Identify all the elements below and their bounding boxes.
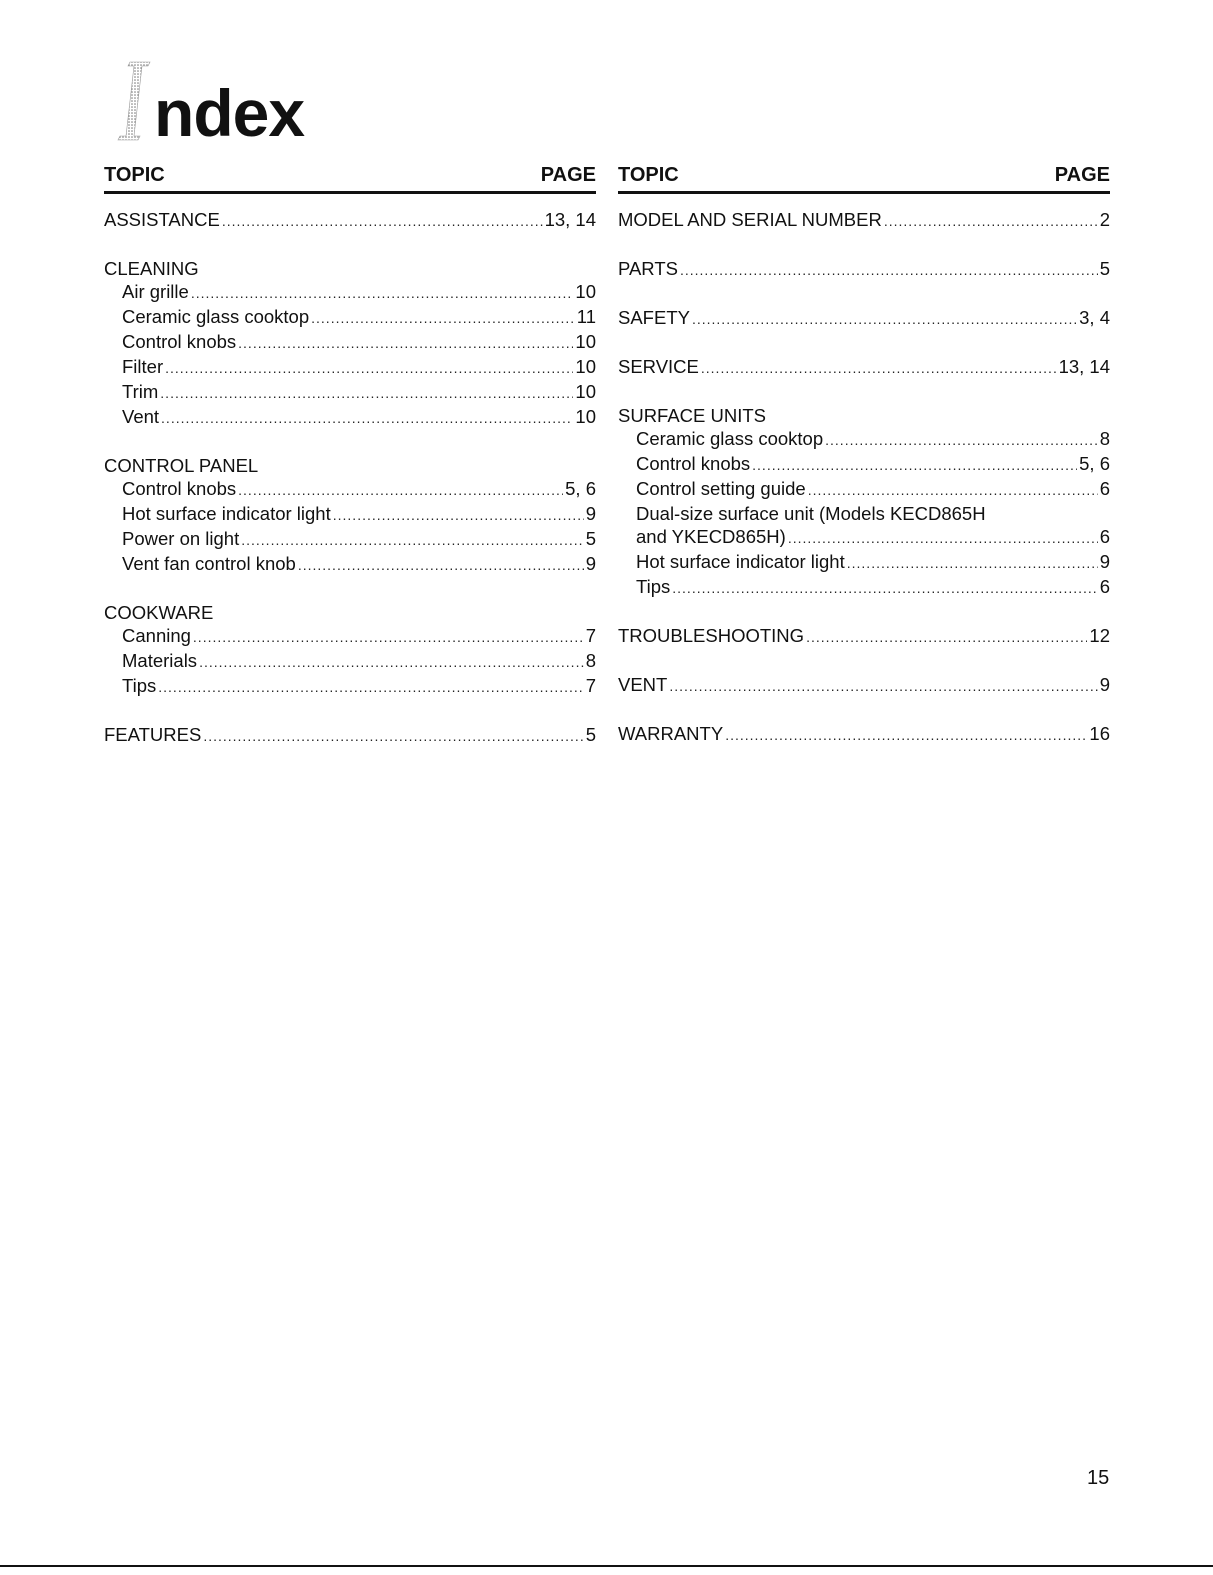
index-column-right xyxy=(618,163,1110,747)
index-subentry: Dual-size surface unit (Models KECD865H xyxy=(636,503,986,524)
index-subentry: Materials ..... 8 xyxy=(104,649,596,674)
dot-leader xyxy=(692,308,1077,331)
index-heading-cleaning: CLEANING xyxy=(104,258,199,279)
index-subentry: Tips ..... 6 xyxy=(618,575,1110,600)
index-subentry: Vent fan control knob ..... 9 xyxy=(104,552,596,577)
index-entry-assistance: ASSISTANCE ..... 13, 14 xyxy=(104,208,596,233)
index-column-left xyxy=(104,163,596,748)
index-entry-features: FEATURES ..... 5 xyxy=(104,723,596,748)
index-subentry: Control knobs ..... 5, 6 xyxy=(104,477,596,502)
index-heading-cookware: COOKWARE xyxy=(104,602,214,623)
column-header xyxy=(104,163,596,194)
index-subentry: Hot surface indicator light ..... 9 xyxy=(104,502,596,527)
dot-leader xyxy=(161,407,573,430)
dot-leader xyxy=(725,724,1087,747)
dot-leader xyxy=(158,676,583,699)
dot-leader xyxy=(199,651,584,674)
index-heading-surface-units: SURFACE UNITS xyxy=(618,405,767,426)
dot-leader xyxy=(672,577,1097,600)
index-entry-vent: VENT ..... 9 xyxy=(618,673,1110,698)
dot-leader xyxy=(847,552,1098,575)
index-entry-safety: SAFETY ..... 3, 4 xyxy=(618,306,1110,331)
index-subentry: Trim ..... 10 xyxy=(104,380,596,405)
dot-leader xyxy=(238,479,563,502)
page-header: PAGE xyxy=(1054,164,1110,186)
dot-leader xyxy=(680,259,1098,282)
index-entry-troubleshooting: TROUBLESHOOTING ..... 12 xyxy=(618,624,1110,649)
page-header: PAGE xyxy=(540,164,596,186)
topic-header: TOPIC xyxy=(104,164,165,186)
dot-leader xyxy=(788,527,1098,550)
topic-header: TOPIC xyxy=(618,164,679,186)
dot-leader xyxy=(825,429,1098,452)
title-initial-glyph xyxy=(116,58,154,144)
dot-leader xyxy=(701,357,1057,380)
index-subentry: and YKECD865H) ..... 6 xyxy=(618,525,1110,550)
bottom-rule xyxy=(0,1565,1213,1567)
dot-leader xyxy=(193,626,584,649)
dot-leader xyxy=(165,357,573,380)
dot-leader xyxy=(752,454,1077,477)
index-subentry: Hot surface indicator light ..... 9 xyxy=(618,550,1110,575)
page-number: 15 xyxy=(1087,1467,1110,1489)
dot-leader xyxy=(884,210,1098,233)
index-subentry: Control setting guide ..... 6 xyxy=(618,477,1110,502)
dot-leader xyxy=(160,382,573,405)
index-entry-warranty: WARRANTY ..... 16 xyxy=(618,722,1110,747)
index-entry-service: SERVICE ..... 13, 14 xyxy=(618,355,1110,380)
dot-leader xyxy=(669,675,1097,698)
dot-leader xyxy=(222,210,543,233)
index-subentry: Tips ..... 7 xyxy=(104,674,596,699)
title-text: ndex xyxy=(154,76,305,150)
dot-leader xyxy=(806,626,1087,649)
dot-leader xyxy=(191,282,574,305)
dot-leader xyxy=(311,307,575,330)
index-subentry: Power on light ..... 5 xyxy=(104,527,596,552)
index-entry-parts: PARTS ..... 5 xyxy=(618,257,1110,282)
dot-leader xyxy=(808,479,1098,502)
index-heading-control-panel: CONTROL PANEL xyxy=(104,455,259,476)
column-header xyxy=(618,163,1110,194)
index-subentry: Ceramic glass cooktop ..... 11 xyxy=(104,305,596,330)
index-subentry: Air grille ..... 10 xyxy=(104,280,596,305)
index-subentry: Control knobs ..... 5, 6 xyxy=(618,452,1110,477)
dot-leader xyxy=(333,504,584,527)
index-subentry: Vent ..... 10 xyxy=(104,405,596,430)
index-subentry: Filter ..... 10 xyxy=(104,355,596,380)
dot-leader xyxy=(241,529,583,552)
dot-leader xyxy=(298,554,584,577)
svg-text:I: I xyxy=(116,58,117,59)
index-entry-model-serial: MODEL AND SERIAL NUMBER ..... 2 xyxy=(618,208,1110,233)
index-subentry: Ceramic glass cooktop ..... 8 xyxy=(618,427,1110,452)
dot-leader xyxy=(238,332,573,355)
dot-leader xyxy=(203,725,583,748)
index-subentry: Control knobs ..... 10 xyxy=(104,330,596,355)
index-subentry: Canning ..... 7 xyxy=(104,624,596,649)
